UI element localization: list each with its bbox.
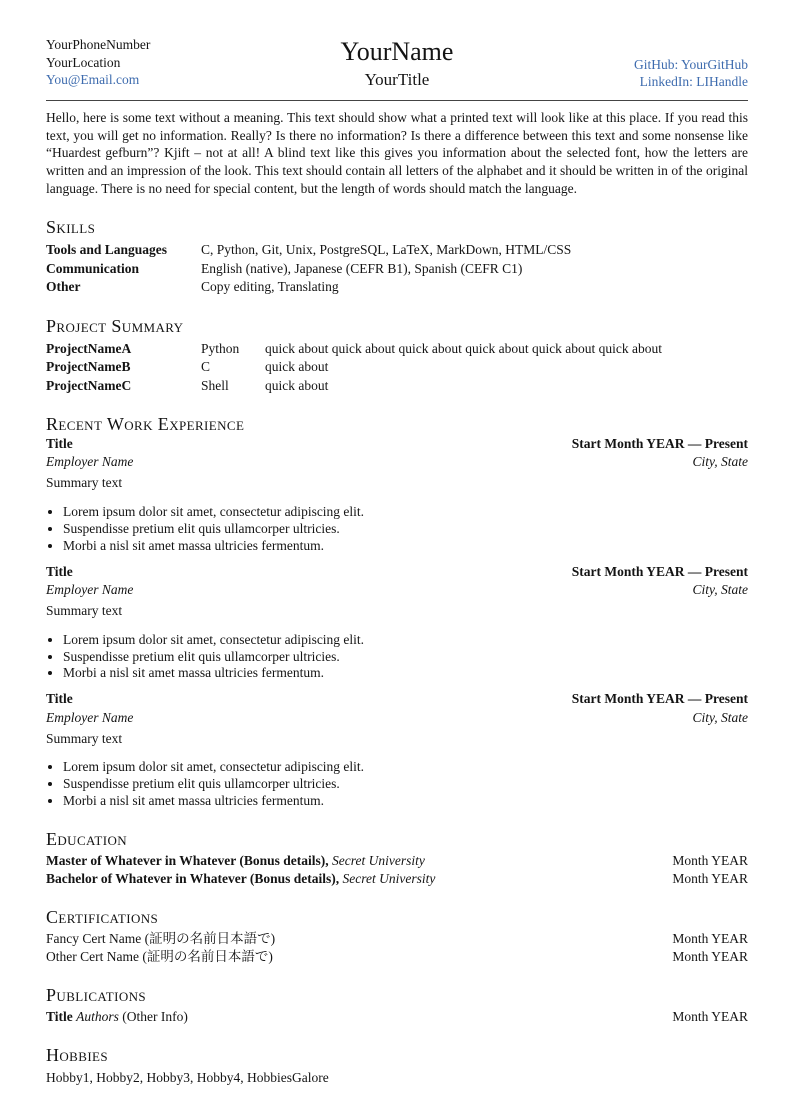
skills-row	[46, 278, 748, 296]
job-bullet-list	[46, 759, 748, 809]
skills-row	[46, 260, 748, 278]
certification-name: Fancy Cert Name (証明の名前日本語で)	[46, 931, 276, 947]
publication-date: Month YEAR	[672, 1009, 748, 1025]
job-summary: Summary text	[46, 603, 123, 619]
job-dates: Start Month YEAR — Present	[571, 563, 748, 579]
email-link[interactable]: You@Email.com	[46, 72, 140, 88]
experience-entry	[46, 564, 748, 682]
header	[46, 36, 748, 91]
project-row	[46, 377, 748, 395]
education-degree-line	[46, 853, 425, 869]
project-language: C	[201, 359, 211, 375]
skills-row	[46, 241, 748, 259]
job-bullet: • Lorem ipsum dolor sit amet, consectetur adipiscing elit.	[63, 632, 748, 648]
publication-authors: Authors	[76, 1009, 119, 1025]
job-bullet: • Suspendisse pretium elit quis ullamcorper ultricies.	[63, 649, 748, 665]
job-dates: Start Month YEAR — Present	[571, 436, 748, 452]
education-row	[46, 871, 748, 887]
project-name: ProjectNameC	[46, 377, 132, 393]
experience-employer-row	[46, 582, 748, 598]
job-bullet: • Morbi a nisl sit amet massa ultricies fermentum.	[63, 793, 748, 809]
certification-row	[46, 931, 748, 947]
job-title: Title	[46, 691, 73, 707]
section-publications	[46, 986, 748, 1025]
skills-row-label: Other	[46, 279, 81, 295]
job-summary: Summary text	[46, 475, 123, 491]
job-summary: Summary text	[46, 730, 123, 746]
job-bullet-list	[46, 632, 748, 682]
experience-entry	[46, 691, 748, 809]
person-title: YourTitle	[364, 69, 430, 89]
experience-heading: Recent Work Experience	[46, 414, 245, 435]
projects-heading: Project Summary	[46, 315, 184, 336]
employer-name: Employer Name	[46, 454, 134, 470]
job-dates: Start Month YEAR — Present	[571, 691, 748, 707]
job-title: Title	[46, 563, 73, 579]
hobbies-heading: Hobbies	[46, 1045, 109, 1066]
social-block	[453, 36, 748, 91]
location-text: YourLocation	[46, 54, 121, 70]
certification-name: Other Cert Name (証明の名前日本語で)	[46, 949, 273, 965]
intro-paragraph: Hello, here is some text without a meaning. This text should show what a printed text will look like at this place. If you read this text, you will get no information. Really? Is there no information? Is there a difference between this text and some nonsense like “Huardest gefburn”? Kjift – not at all! A blind text like this gives you information about the selected font, how the letters are written and an impression of the look. This text should contain all letters of the alphabet and it should be written in of the original language. There is no need for special content, but the length of words should match the language.	[46, 109, 748, 196]
publication-row	[46, 1009, 748, 1025]
publication-title: Title	[46, 1009, 73, 1025]
project-description: quick about	[265, 377, 329, 393]
job-bullet: • Suspendisse pretium elit quis ullamcorper ultricies.	[63, 521, 748, 537]
school-name: Secret University	[332, 852, 425, 868]
education-row	[46, 853, 748, 869]
project-row	[46, 358, 748, 376]
linkedin-link[interactable]: LinkedIn: LIHandle	[639, 74, 748, 90]
employer-name: Employer Name	[46, 581, 134, 597]
project-language: Shell	[201, 377, 229, 393]
skills-row-label: Tools and Languages	[46, 242, 168, 258]
experience-title-row	[46, 436, 748, 452]
github-link[interactable]: GitHub: YourGitHub	[633, 56, 748, 72]
section-hobbies	[46, 1046, 748, 1086]
education-heading: Education	[46, 829, 128, 850]
publications-heading: Publications	[46, 985, 147, 1006]
certifications-heading: Certifications	[46, 907, 159, 928]
job-location: City, State	[692, 454, 748, 470]
job-location: City, State	[692, 709, 748, 725]
project-description: quick about quick about quick about quick about quick about quick about	[265, 340, 663, 356]
skills-row-value: C, Python, Git, Unix, PostgreSQL, LaTeX, MarkDown, HTML/CSS	[201, 242, 572, 258]
project-name: ProjectNameB	[46, 359, 131, 375]
header-divider	[46, 100, 748, 101]
contact-block	[46, 36, 341, 91]
job-bullet-list	[46, 504, 748, 554]
job-bullet: • Morbi a nisl sit amet massa ultricies fermentum.	[63, 665, 748, 681]
job-location: City, State	[692, 581, 748, 597]
skills-row-label: Communication	[46, 260, 140, 276]
employer-name: Employer Name	[46, 709, 134, 725]
publication-info: (Other Info)	[122, 1009, 188, 1025]
section-certifications	[46, 908, 748, 965]
experience-title-row	[46, 691, 748, 707]
degree-name: Master of Whatever in Whatever (Bonus details),	[46, 852, 329, 868]
education-degree-line	[46, 871, 435, 887]
school-name: Secret University	[342, 871, 436, 887]
section-experience	[46, 415, 748, 809]
hobbies-list: Hobby1, Hobby2, Hobby3, Hobby4, HobbiesGalore	[46, 1070, 329, 1086]
name-block	[341, 36, 454, 91]
phone-number: YourPhoneNumber	[46, 37, 151, 52]
project-language: Python	[201, 340, 240, 356]
section-projects	[46, 317, 748, 394]
experience-title-row	[46, 564, 748, 580]
project-name: ProjectNameA	[46, 340, 132, 356]
person-name: YourName	[340, 37, 454, 66]
experience-entry	[46, 436, 748, 554]
certification-row	[46, 949, 748, 965]
skills-row-value: Copy editing, Translating	[201, 279, 339, 295]
job-bullet: • Lorem ipsum dolor sit amet, consectetur adipiscing elit.	[63, 759, 748, 775]
project-description: quick about	[265, 359, 329, 375]
education-date: Month YEAR	[672, 852, 748, 868]
skills-row-value: English (native), Japanese (CEFR B1), Spanish (CEFR C1)	[201, 260, 523, 276]
job-bullet: • Lorem ipsum dolor sit amet, consectetur adipiscing elit.	[63, 504, 748, 520]
section-skills	[46, 218, 748, 295]
experience-employer-row	[46, 454, 748, 470]
education-date: Month YEAR	[672, 871, 748, 887]
section-education	[46, 830, 748, 887]
job-title: Title	[46, 436, 73, 452]
job-bullet: • Morbi a nisl sit amet massa ultricies fermentum.	[63, 538, 748, 554]
certification-date: Month YEAR	[672, 949, 748, 965]
skills-heading: Skills	[46, 217, 96, 238]
experience-employer-row	[46, 710, 748, 726]
certification-date: Month YEAR	[672, 931, 748, 947]
project-row	[46, 340, 748, 358]
publication-line	[46, 1009, 188, 1025]
degree-name: Bachelor of Whatever in Whatever (Bonus details),	[46, 871, 340, 887]
job-bullet: • Suspendisse pretium elit quis ullamcorper ultricies.	[63, 776, 748, 792]
